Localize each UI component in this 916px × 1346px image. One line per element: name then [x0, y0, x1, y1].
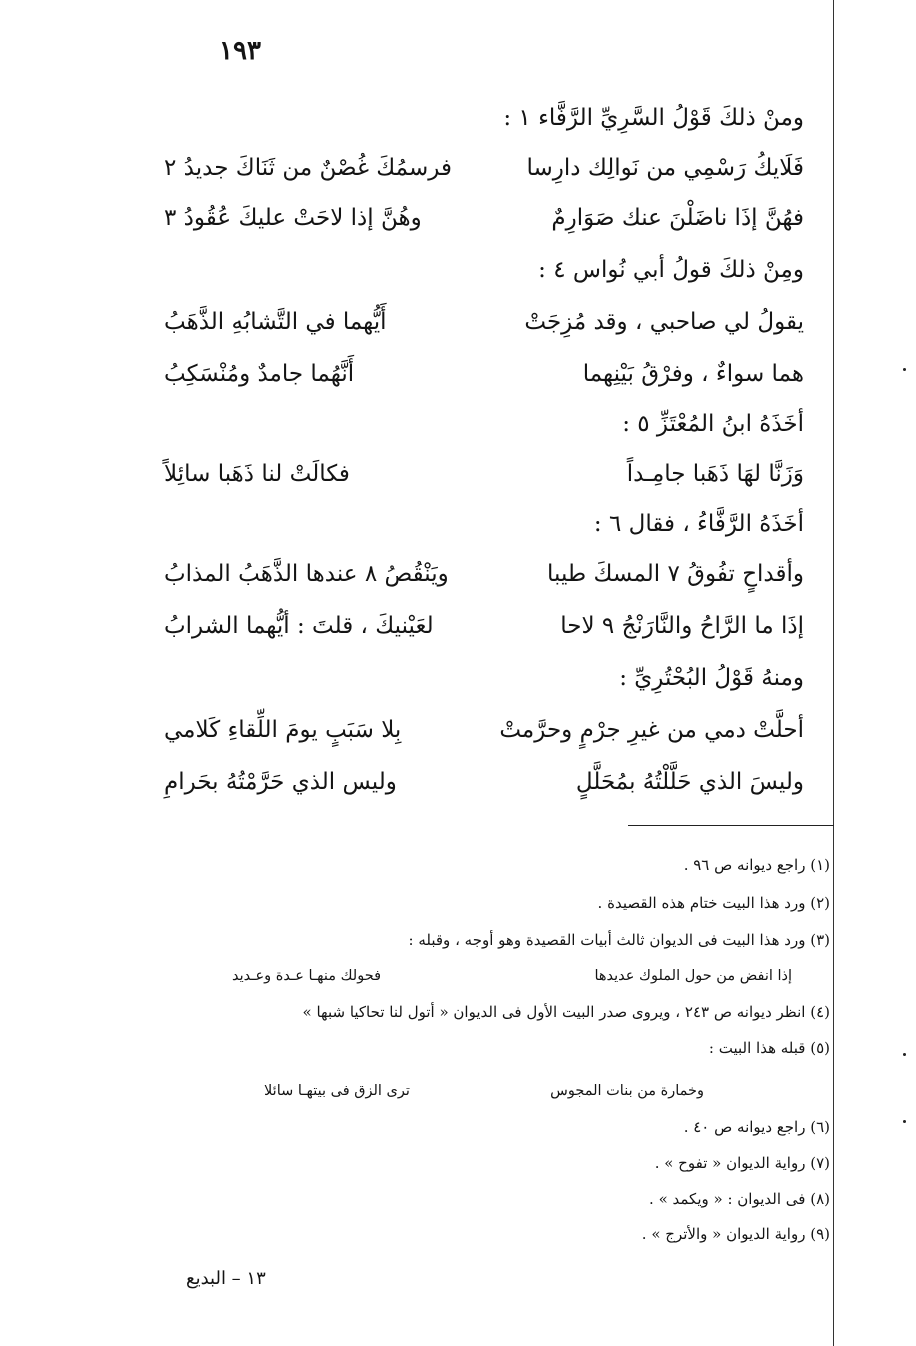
- margin-mark: [903, 1053, 906, 1056]
- verse-second-hemistich: وليس الذي حَرَّمْتُهُ بحَرامِ: [164, 769, 397, 795]
- verse-first-hemistich: يقولُ لي صاحبي ، وقد مُزِجَتْ: [524, 309, 804, 335]
- footnote: (٤) انظر ديوانه ص ٢٤٣ ، ويروى صدر البيت الأول فى الديوان « أتول لنا تحاكيا شبها »: [302, 1003, 830, 1021]
- signature-mark: ١٣ – البديع: [186, 1268, 266, 1289]
- verse-second-hemistich: فرسمُكَ غُصْنٌ من ثَنَاكَ جديدُ ٢: [164, 155, 452, 181]
- footnote: (٧) رواية الديوان « تفوح » .: [654, 1154, 830, 1172]
- footnote: (٢) ورد هذا البيت ختام هذه القصيدة .: [597, 894, 830, 912]
- verse-line: [164, 302, 804, 342]
- verse-line: [164, 762, 804, 802]
- verse-second-hemistich: فكالَتْ لنا ذَهَبا سائِلاً: [164, 461, 350, 487]
- footnote-verse-second-hemistich: ترى الزق فى بيتهـا سائلا: [264, 1083, 410, 1099]
- verse-second-hemistich: أَنَّهُما جامدٌ ومُنْسَكِبُ: [164, 361, 355, 387]
- verse-second-hemistich: وهُنَّ إذا لاحَتْ عليكَ عُقُودُ ٣: [164, 205, 422, 231]
- verse-line: [164, 148, 804, 188]
- prose-line: أخَذَهُ الرَّفَّاءُ ، فقال ٦ :: [593, 511, 804, 537]
- verse-first-hemistich: وَزَنَّا لهَا ذَهَبا جامِـداً: [626, 461, 804, 487]
- prose-line: ومِنْ ذلكَ قولُ أبي نُواس ٤ :: [538, 257, 804, 283]
- margin-mark: [903, 1120, 906, 1123]
- footnote: (٥) قبله هذا البيت :: [708, 1039, 830, 1057]
- footnote-verse: [232, 963, 792, 989]
- margin-mark: [903, 368, 906, 371]
- prose-line: أخَذَهُ ابنُ المُعْتَزِّ ٥ :: [622, 411, 804, 437]
- prose-line: ومنهُ قَوْلُ البُحْتُرِيِّ :: [619, 665, 804, 691]
- verse-second-hemistich: بِلا سَبَبٍ يومَ اللِّقاءِ كَلامي: [164, 717, 402, 743]
- footnote-separator: [628, 825, 834, 826]
- footnote-verse-second-hemistich: فحولك منهـا عـدة وعـديد: [232, 968, 382, 984]
- verse-line: [164, 710, 804, 750]
- verse-first-hemistich: هما سواءٌ ، وفرْقُ بَيْنِهما: [582, 361, 804, 387]
- footnote: (٩) رواية الديوان « والأترج » .: [641, 1225, 830, 1243]
- verse-first-hemistich: فهُنَّ إذَا ناضَلْنَ عنك صَوَارِمٌ: [551, 205, 804, 231]
- verse-first-hemistich: إذَا ما الرَّاحُ والنَّارَنْجُ ٩ لاحا: [560, 613, 804, 639]
- verse-second-hemistich: ويَنْقُصُ ٨ عندها الذَّهَبُ المذابُ: [164, 561, 449, 587]
- footnote: (١) راجع ديوانه ص ٩٦ .: [683, 856, 830, 874]
- verse-first-hemistich: وأقداحٍ تفُوقُ ٧ المسكَ طيبا: [547, 561, 804, 587]
- footnote: (٨) فى الديوان : « ويكمد » .: [649, 1190, 830, 1208]
- right-margin-rule: [833, 0, 834, 1346]
- footnote: (٣) ورد هذا البيت فى الديوان ثالث أبيات القصيدة وهو أوجه ، وقبله :: [408, 931, 830, 949]
- footnote-verse-first-hemistich: إذا انفض من حول الملوك عديدها: [594, 968, 792, 984]
- verse-line: [164, 354, 804, 394]
- prose-line: ومنْ ذلكَ قَوْلُ السَّرِيِّ الرَّفَّاء ١ :: [503, 105, 804, 131]
- verse-line: [164, 554, 804, 594]
- verse-first-hemistich: فَلَايكُ رَسْمِي من نَوالِك دارِسا: [526, 155, 804, 181]
- verse-line: [164, 454, 804, 494]
- footnote-verse: [264, 1078, 704, 1104]
- page-number: ١٩٣: [219, 36, 261, 66]
- verse-line: [164, 198, 804, 238]
- verse-line: [164, 606, 804, 646]
- verse-first-hemistich: أحلَّتْ دمي من غيرِ جرْمٍ وحرَّمتْ: [499, 717, 804, 743]
- verse-first-hemistich: وليسَ الذي حَلَّلْتُهُ بمُحَلَّلٍ: [575, 769, 804, 795]
- verse-second-hemistich: أَيُّهما في التَّشابُهِ الذَّهَبُ: [164, 309, 387, 335]
- verse-second-hemistich: لعَيْنيكَ ، قلتَ : أيُّهما الشرابُ: [164, 613, 434, 639]
- footnote: (٦) راجع ديوانه ص ٤٠ .: [683, 1118, 830, 1136]
- footnote-verse-first-hemistich: وخمارة من بنات المجوس: [550, 1083, 704, 1099]
